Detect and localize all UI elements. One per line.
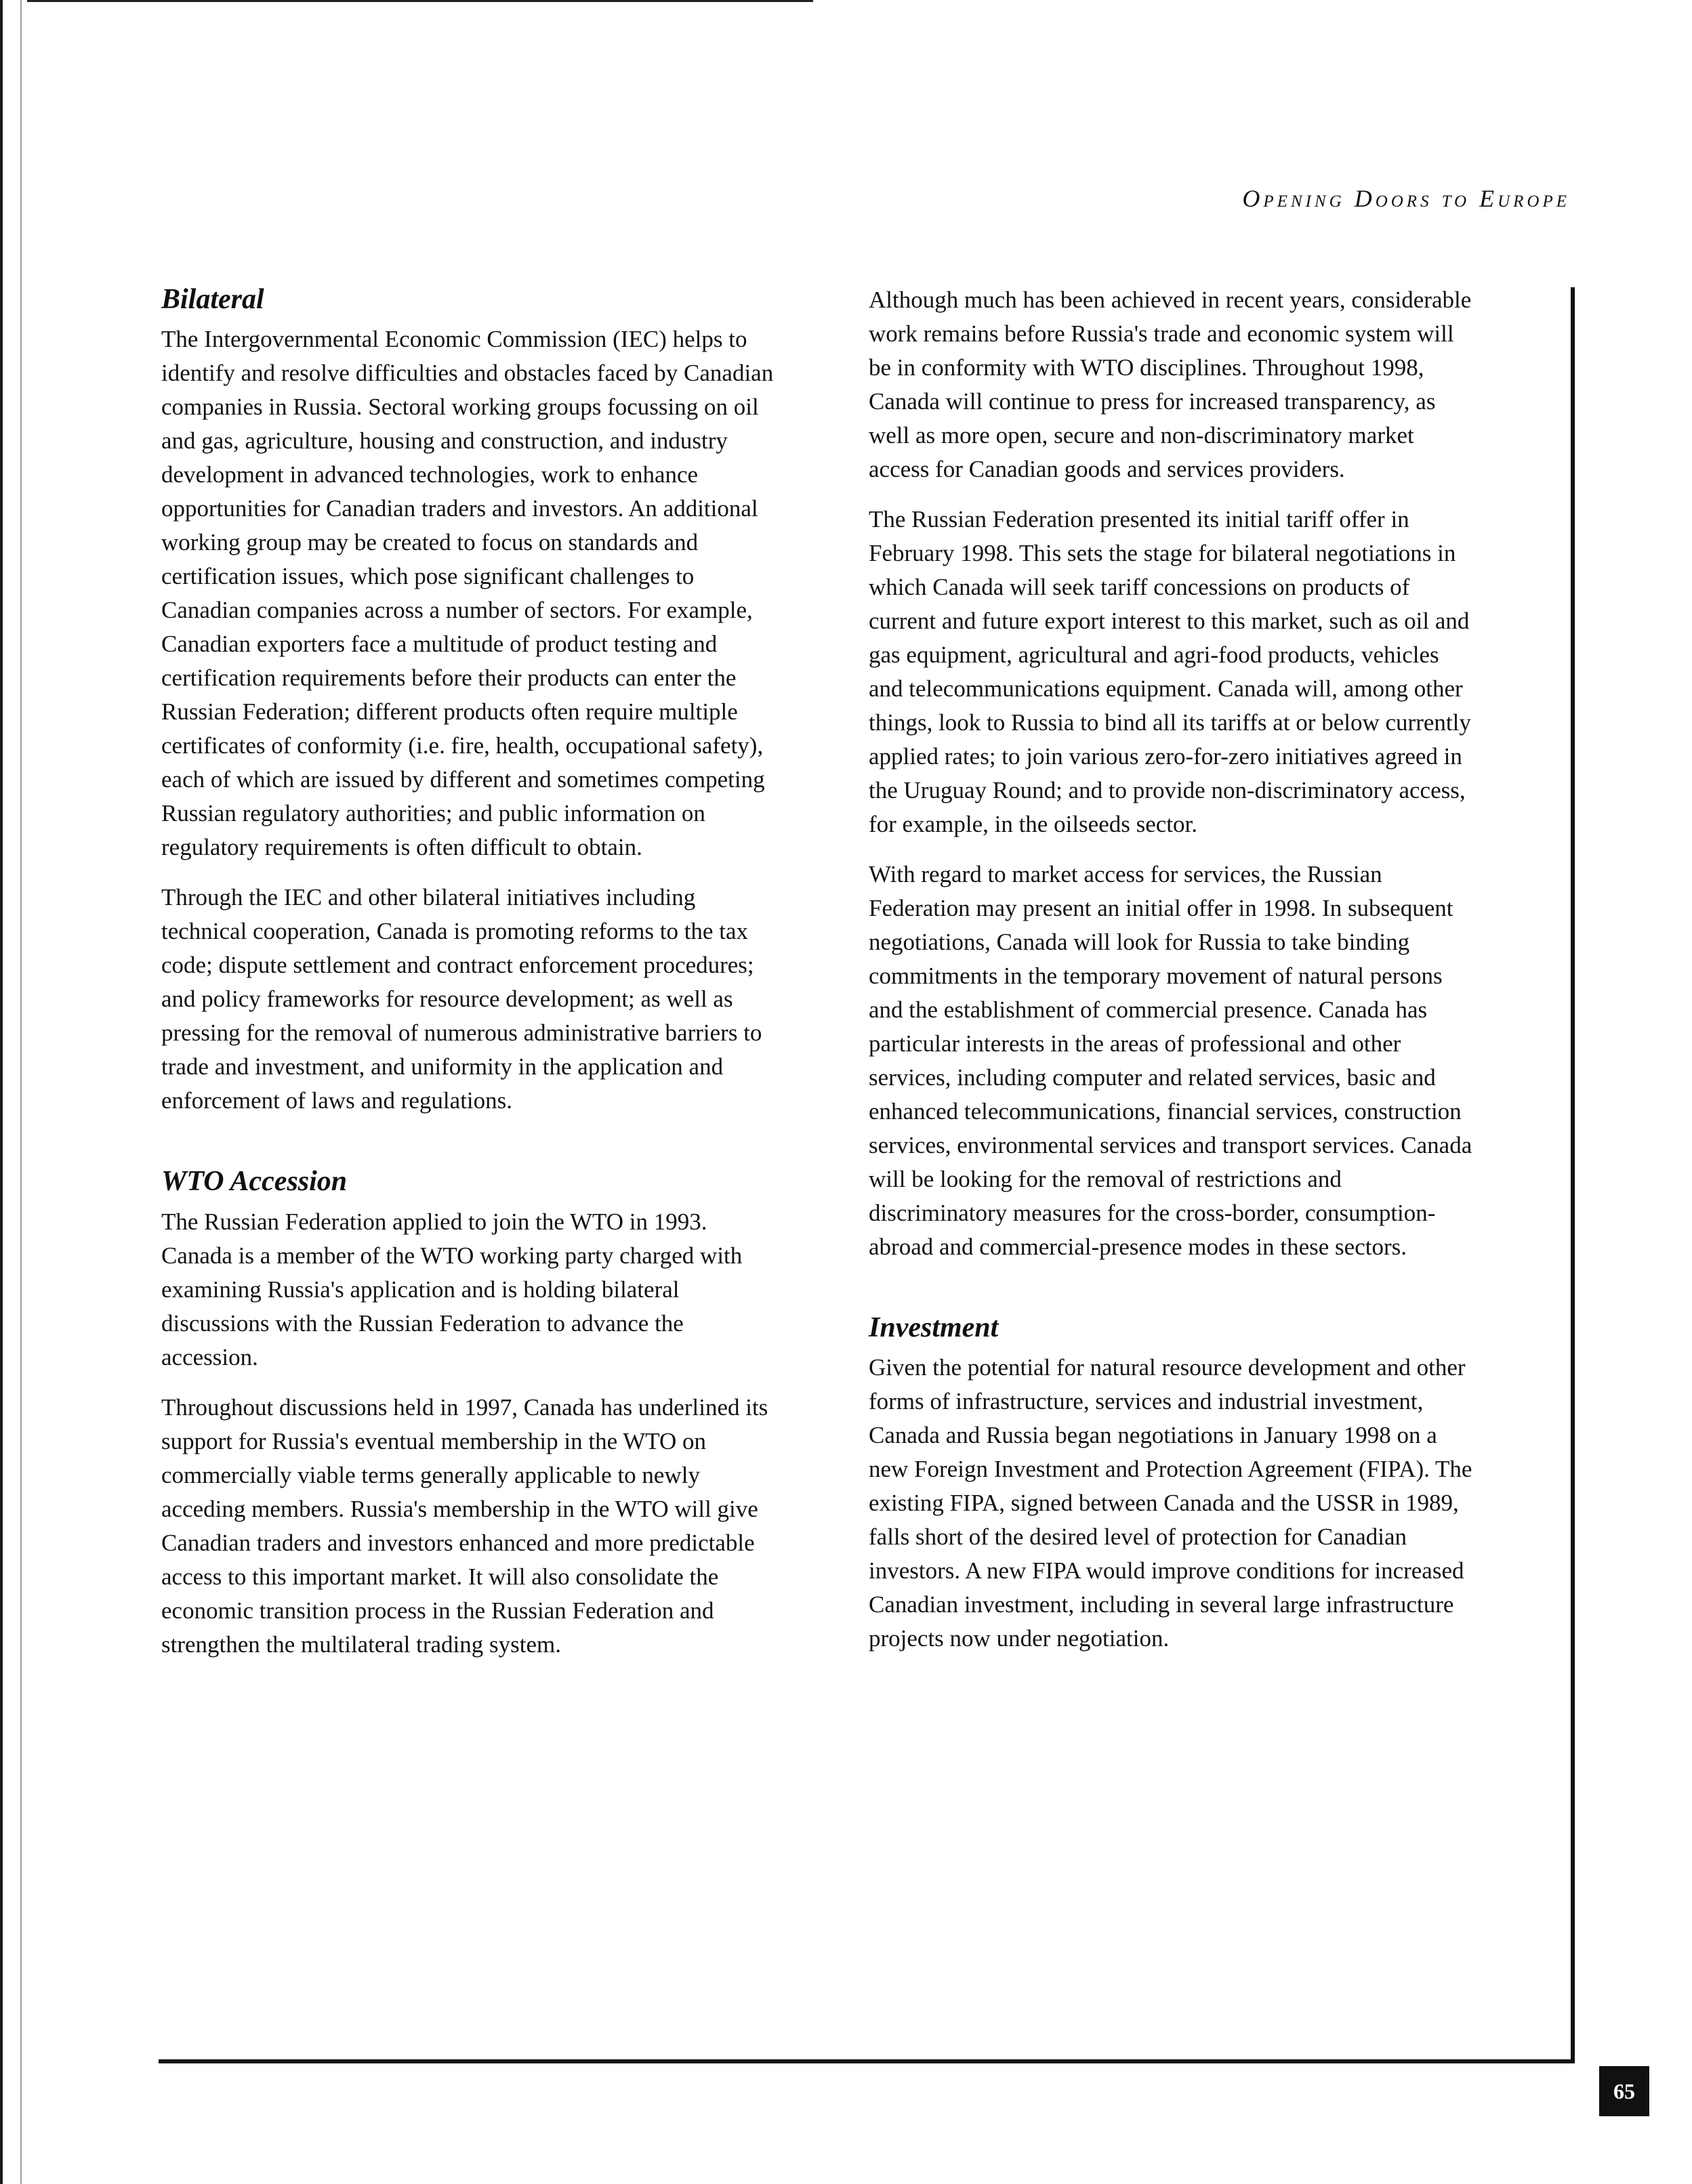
paragraph: Although much has been achieved in recent years, considerable work remains before Russia's trade and economic system will be in conformity with WTO disciplines. Throughout 1998, Canada will continue to press for increased transparency, as well as more open, secure and non-discriminatory market access for Canadian goods and services providers. <box>869 287 1472 482</box>
section-heading-bilateral: Bilateral <box>161 284 264 315</box>
section-investment <box>869 1311 1479 1656</box>
paragraph: Given the potential for natural resource development and other forms of infrastructure, services and industrial investment, Canada and Russia began negotiations in January 1998 on a new Foreign Investment and Protection Agreement (FIPA). The existing FIPA, signed between Canada and the USSR in 1989, falls short of the desired level of protection for Canadian investors. A new FIPA would improve conditions for increased Canadian investment, including in several large infrastructure projects now under negotiation. <box>869 1354 1472 1652</box>
bottom-rule <box>159 2059 1575 2063</box>
paragraph: With regard to market access for services, the Russian Federation may present an initial offer in 1998. In subsequent negotiations, Canada will look for Russia to take binding commitments in the temporary movement of natural persons and the establishment of commercial presence. Canada has particular interests in the areas of professional and other services, including computer and related services, basic and enhanced telecommunications, financial services, construction services, environmental services and transport services. Canada will be looking for the removal of restrictions and discriminatory measures for the cross-border, consumption-abroad and commercial-presence modes in these sectors. <box>869 861 1472 1260</box>
paragraph: The Russian Federation applied to join the WTO in 1993. Canada is a member of the WTO working party charged with examining Russia's application and is holding bilateral discussions with the Russian Federation to advance the accession. <box>161 1208 743 1370</box>
section-wto-accession <box>161 1165 778 1661</box>
left-column <box>161 283 778 1678</box>
scan-edge-line <box>0 0 3 2184</box>
page-number-badge: 65 <box>1599 2066 1649 2116</box>
right-column <box>869 283 1479 1672</box>
scan-edge-line-secondary <box>20 0 22 2184</box>
running-head: Opening Doors to Europe <box>1242 185 1570 212</box>
paragraph: Through the IEC and other bilateral initiatives including technical cooperation, Canada is promoting reforms to the tax code; dispute settlement and contract enforcement procedures; and policy frameworks for resource development; as well as pressing for the removal of numerous administrative barriers to trade and investment, and uniformity in the application and enforcement of laws and regulations. <box>161 884 762 1114</box>
section-heading-wto-accession: WTO Accession <box>161 1166 348 1198</box>
section-bilateral <box>161 283 778 1118</box>
paragraph: The Intergovernmental Economic Commission (IEC) helps to identify and resolve difficulties and obstacles faced by Canadian companies in Russia. Sectoral working groups focussing on oil and gas, agriculture, housing and construction, and industry development in advanced technologies, work to enhance opportunities for Canadian traders and investors. An additional working group may be created to focus on standards and certification issues, which pose significant challenges to Canadian companies across a number of sectors. For example, Canadian exporters face a multitude of product testing and certification requirements before their products can enter the Russian Federation; different products often require multiple certificates of conformity (i.e. fire, health, occupational safety), each of which are issued by different and sometimes competing Russian regulatory authorities; and public information on regulatory requirements is often difficult to obtain. <box>161 326 774 861</box>
paragraph: Throughout discussions held in 1997, Canada has underlined its support for Russia's eventual membership in the WTO on commercially viable terms generally applicable to newly acceding members. Russia's membership in the WTO will give Canadian traders and investors enhanced and more predictable access to this important market. It will also consolidate the economic transition process in the Russian Federation and strengthen the multilateral trading system. <box>161 1393 768 1658</box>
top-rule <box>27 0 813 2</box>
paragraph: The Russian Federation presented its initial tariff offer in February 1998. This sets the stage for bilateral negotiations in which Canada will seek tariff concessions on products of current and future export interest to this market, such as oil and gas equipment, agricultural and agri-food products, vehicles and telecommunications equipment. Canada will, among other things, look to Russia to bind all its tariffs at or below currently applied rates; to join various zero-for-zero initiatives agreed in the Uruguay Round; and to provide non-discriminatory access, for example, in the oilseeds sector. <box>869 506 1471 837</box>
right-vertical-rule <box>1571 287 1575 2063</box>
section-heading-investment: Investment <box>869 1312 999 1343</box>
